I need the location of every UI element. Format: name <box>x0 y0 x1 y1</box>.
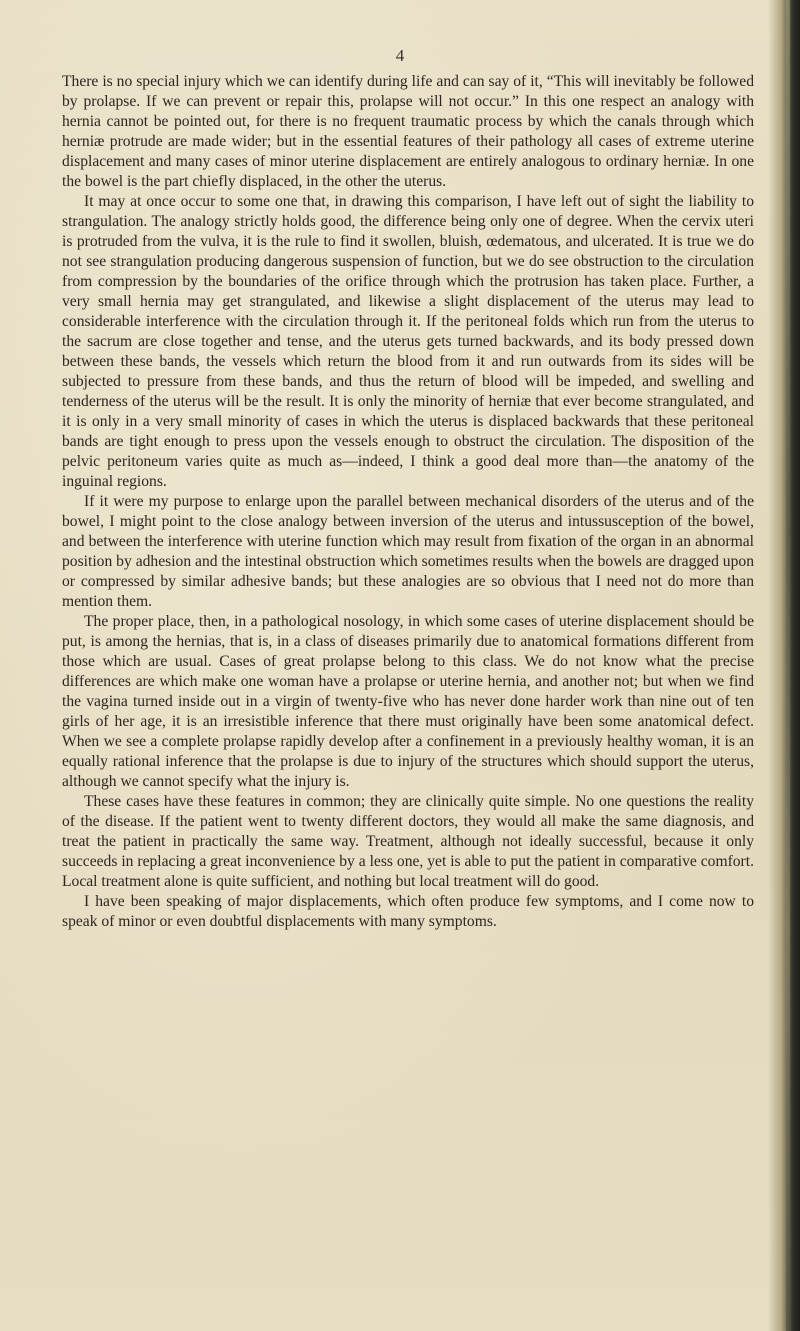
page-number: 4 <box>395 46 405 65</box>
paragraph: The proper place, then, in a pathological nosology, in which some cases of uterine displacement should be put, is among the hernias, that is, in a class of diseases primarily due to anatomical formations different from those which are usual. Cases of great prolapse belong to this class. We do not know what the precise differences are which make one woman have a prolapse or uterine hernia, and another not; but when we find the vagina turned inside out in a virgin of twenty-five who has never done harder work than nine out of ten girls of her age, it is an irresistible inference that there must originally have been some anatomical defect. When we see a complete prolapse rapidly develop after a confinement in a previously healthy woman, it is an equally rational inference that the prolapse is due to injury of the structures which should support the uterus, although we cannot specify what the injury is. <box>62 613 754 790</box>
paragraph: If it were my purpose to enlarge upon the parallel between mechanical disorders of the uterus and of the bowel, I might point to the close analogy between inversion of the uterus and intussusception of the bowel, and between the interference with uterine function which may result from fixation of the organ in an abnormal position by adhesion and the intestinal obstruction which sometimes results when the bowels are dragged upon or compressed by similar adhesive bands; but these analogies are so obvious that I need not do more than mention them. <box>62 493 754 610</box>
paragraph: I have been speaking of major displacements, which often produce few symptoms, and I come now to speak of minor or even doubtful displacements with many symptoms. <box>62 893 754 930</box>
paragraph: These cases have these features in common; they are clinically quite simple. No one questions the reality of the disease. If the patient went to twenty different doctors, they would all make the same diagnosis, and treat the patient in practically the same way. Treatment, although not ideally successful, because it only succeeds in replacing a great inconvenience by a less one, yet is able to put the patient in comparative comfort. Local treatment alone is quite sufficient, and nothing but local treatment will do good. <box>62 793 754 890</box>
book-spine-shadow <box>768 0 800 1331</box>
body-text <box>62 72 754 932</box>
page-edge <box>786 0 790 1331</box>
paragraph: It may at once occur to some one that, in drawing this comparison, I have left out of sight the liability to strangulation. The analogy strictly holds good, the difference being only one of degree. When the cervix uteri is protruded from the vulva, it is the rule to find it swollen, bluish, œdematous, and ulcerated. It is true we do not see strangulation producing dangerous suspension of function, but we do see obstruction to the circulation from compression by the boundaries of the orifice through which the protrusion has taken place. Further, a very small hernia may get strangulated, and likewise a slight displacement of the uterus may lead to considerable interference with the circulation through it. If the peritoneal folds which run from the uterus to the sacrum are close together and tense, and the uterus gets turned backwards, and its body pressed down between these bands, the vessels which return the blood from it and run outwards from its sides will be subjected to pressure from these bands, and thus the return of blood will be impeded, and swelling and tenderness of the uterus will be the result. It is only the minority of herniæ that ever become strangulated, and it is only in a very small minority of cases in which the uterus is displaced backwards that these peritoneal bands are tight enough to press upon the vessels enough to obstruct the circulation. The disposition of the pelvic peritoneum varies quite as much as—indeed, I think a good deal more than—the anatomy of the inguinal regions. <box>62 193 754 490</box>
paragraph: There is no special injury which we can identify during life and can say of it, “This will inevitably be followed by prolapse. If we can prevent or repair this, prolapse will not occur.” In this one respect an analogy with hernia cannot be pointed out, for there is no frequent traumatic process by which the canals through which herniæ protrude are made wider; but in the essential features of their pathology all cases of extreme uterine displacement and many cases of minor uterine displacement are entirely analogous to ordinary herniæ. In one the bowel is the part chiefly displaced, in the other the uterus. <box>62 73 754 190</box>
